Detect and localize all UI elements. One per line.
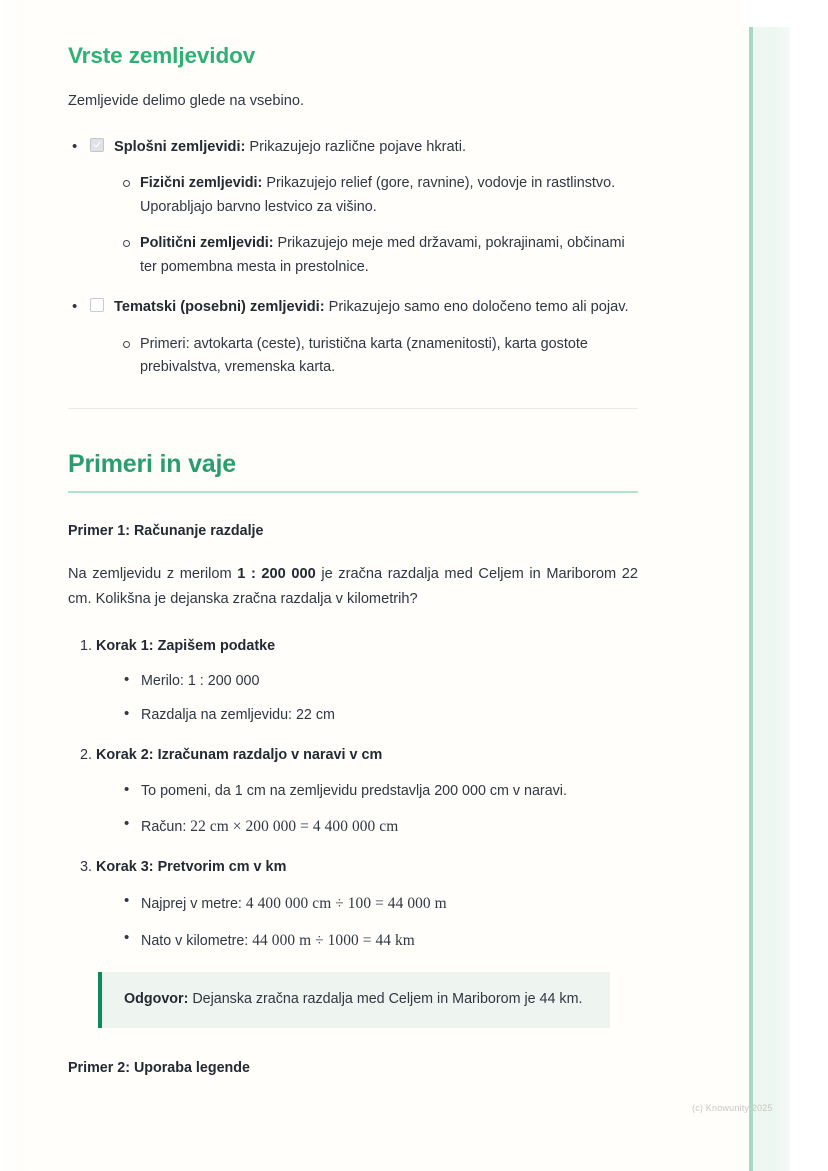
- step-3: [96, 856, 638, 952]
- list-item-label: Splošni zemljevidi:: [114, 138, 246, 155]
- step-title: Korak 3: Pretvorim cm v km: [96, 859, 287, 876]
- list-item-primeri: [120, 333, 638, 381]
- substep: [122, 929, 638, 952]
- list-item-tematski: [68, 295, 638, 380]
- right-side-panel: [752, 27, 790, 1171]
- math-expression: 22 cm × 200 000 = 4 400 000 cm: [190, 817, 399, 835]
- section-divider: [68, 408, 638, 409]
- substeps-step-3: [96, 892, 638, 952]
- step-title: Korak 1: Zapišem podatke: [96, 637, 276, 654]
- sublist-item-label: Fizični zemljevidi:: [140, 174, 263, 191]
- solution-steps-list: [68, 635, 638, 953]
- examples-section-title: Primeri in vaje: [68, 449, 638, 493]
- checkbox-tematski-zemljevidi[interactable]: [90, 298, 104, 312]
- substep-text: Merilo: 1 : 200 000: [141, 672, 260, 689]
- substep: [122, 892, 638, 915]
- step-title: Korak 2: Izračunam razdaljo v naravi v cm: [96, 747, 383, 764]
- answer-label: Odgovor:: [124, 991, 189, 1008]
- substep: [122, 781, 638, 802]
- copyright-watermark: (c) Knowunity 2025: [692, 1103, 773, 1113]
- sublist-item-label: Politični zemljevidi:: [140, 234, 274, 251]
- map-types-list: [68, 135, 638, 381]
- sublist-item-text: Prikazujejo meje med državami, pokrajinami, občinami ter pomembna mesta in prestolnice.: [140, 234, 625, 275]
- example-2-heading: Primer 2: Uporaba legende: [68, 1060, 250, 1077]
- example-1-problem: [68, 562, 638, 612]
- substep: [122, 705, 638, 726]
- substep-text: Račun:: [141, 818, 191, 835]
- math-expression: 44 000 m ÷ 1000 = 44 km: [252, 931, 415, 949]
- substep: [122, 671, 638, 692]
- substep-text: To pomeni, da 1 cm na zemljevidu predstavlja 200 000 cm v naravi.: [141, 782, 567, 799]
- problem-scale-value: 1 : 200 000: [237, 566, 316, 583]
- answer-text: Dejanska zračna razdalja med Celjem in Mariborom je 44 km.: [188, 991, 583, 1008]
- substep-text: Nato v kilometre:: [141, 932, 253, 949]
- problem-text-post: je zračna razdalja med Celjem in Mariborom 22 cm. Kolikšna je dejanska zračna razdalja v kilometrih?: [68, 566, 638, 608]
- problem-text-pre: Na zemljevidu z merilom: [68, 566, 238, 583]
- substep: [122, 815, 638, 838]
- step-2: [96, 744, 638, 838]
- answer-paragraph: [124, 988, 590, 1011]
- sublist-splosni: [90, 172, 638, 280]
- sublist-item-text: Primeri: avtokarta (ceste), turistična karta (znamenitosti), karta gostote prebivalstva, vremenska karta.: [140, 335, 588, 376]
- intro-paragraph: Zemljevide delimo glede na vsebino.: [68, 93, 305, 110]
- page-title: Vrste zemljevidov: [68, 43, 256, 68]
- list-item-label: Tematski (posebni) zemljevidi:: [114, 299, 325, 316]
- substeps-step-2: [96, 781, 638, 839]
- substeps-step-1: [96, 671, 638, 727]
- substep-text: Najprej v metre:: [141, 896, 246, 913]
- math-expression: 4 400 000 cm ÷ 100 = 44 000 m: [245, 895, 447, 913]
- list-item-fizicni: [120, 172, 638, 220]
- sublist-tematski: [90, 333, 638, 381]
- list-item-text: Prikazujejo samo eno določeno temo ali pojav.: [324, 299, 629, 316]
- answer-callout: [98, 972, 610, 1028]
- document-content: [68, 0, 638, 1079]
- list-item-politicni: [120, 232, 638, 280]
- right-accent-rail: [749, 27, 753, 1171]
- substep-text: Razdalja na zemljevidu: 22 cm: [141, 707, 335, 724]
- checkbox-splosni-zemljevidi[interactable]: [90, 138, 104, 152]
- step-1: [96, 635, 638, 727]
- example-1-heading: Primer 1: Računanje razdalje: [68, 523, 264, 540]
- list-item-text: Prikazujejo različne pojave hkrati.: [245, 138, 467, 155]
- sublist-item-text: Prikazujejo relief (gore, ravnine), vodovje in rastlinstvo. Uporabljajo barvno lestvico za višino.: [140, 174, 616, 215]
- list-item-splosni: [68, 135, 638, 280]
